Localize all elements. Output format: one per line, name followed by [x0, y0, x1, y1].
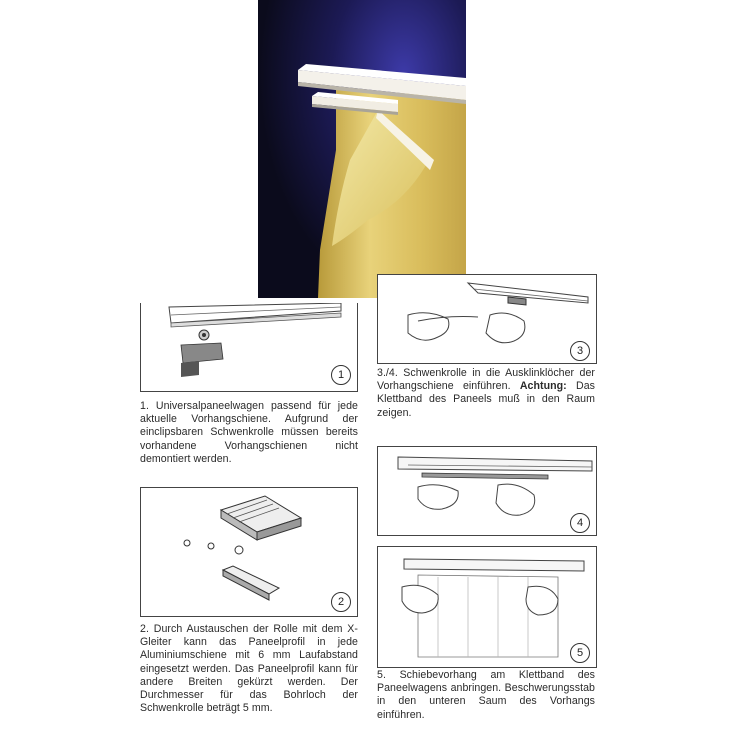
step-3-4-caption [377, 367, 595, 420]
illustration-panel-2 [140, 487, 358, 617]
step-3-4-warning-label: Achtung: [519, 380, 567, 393]
step-5-caption: 5. Schiebevorhang am Klettband des Paneelwagens anbringen. Beschwerungsstab in den unteren Saum des Vorhangs einführen. [377, 669, 595, 721]
step-1-caption: 1. Universalpaneelwagen passend für jede aktuelle Vorhangschiene. Aufgrund der einclipsbaren Schwenkrolle müssen bereits vorhandene Vorhangschienen nicht demontiert werden. [140, 400, 358, 465]
rail-with-wagon-drawing [378, 447, 596, 535]
step-number-5: 5 [570, 643, 590, 663]
curtain-photo-illustration [258, 0, 466, 298]
step-2-caption: 2. Durch Austauschen der Rolle mit dem X-Gleiter kann das Paneelprofil in jede Aluminiumschiene mit 6 mm Laufabstand eingesetzt werden. Das Paneelprofil kann für andere Breiten gekürzt werden. Der Durchmesser für das Bohrloch der Schwenkrolle beträgt 5 mm. [140, 623, 358, 715]
rail-wagon-drawing [141, 303, 357, 391]
step-number-2: 2 [331, 592, 351, 612]
illustration-panel-1 [140, 303, 358, 392]
step-number-3: 3 [570, 341, 590, 361]
step-3-4-text-suffix: Das Klettband des Paneels muß in den Raum zeigen. [377, 380, 595, 419]
product-photo [258, 0, 466, 298]
hands-inserting-rail-drawing [378, 275, 596, 363]
step-number-1: 1 [331, 365, 351, 385]
illustration-panel-3 [377, 274, 597, 364]
profile-parts-drawing [141, 488, 357, 616]
step-3-4-text-prefix: 3./4. Schwenkrolle in die Ausklinklöcher der Vorhangschiene einführen. [377, 367, 595, 393]
curtain-attach-drawing [378, 547, 596, 667]
step-number-4: 4 [570, 513, 590, 533]
illustration-panel-4 [377, 446, 597, 536]
illustration-panel-5 [377, 546, 597, 668]
